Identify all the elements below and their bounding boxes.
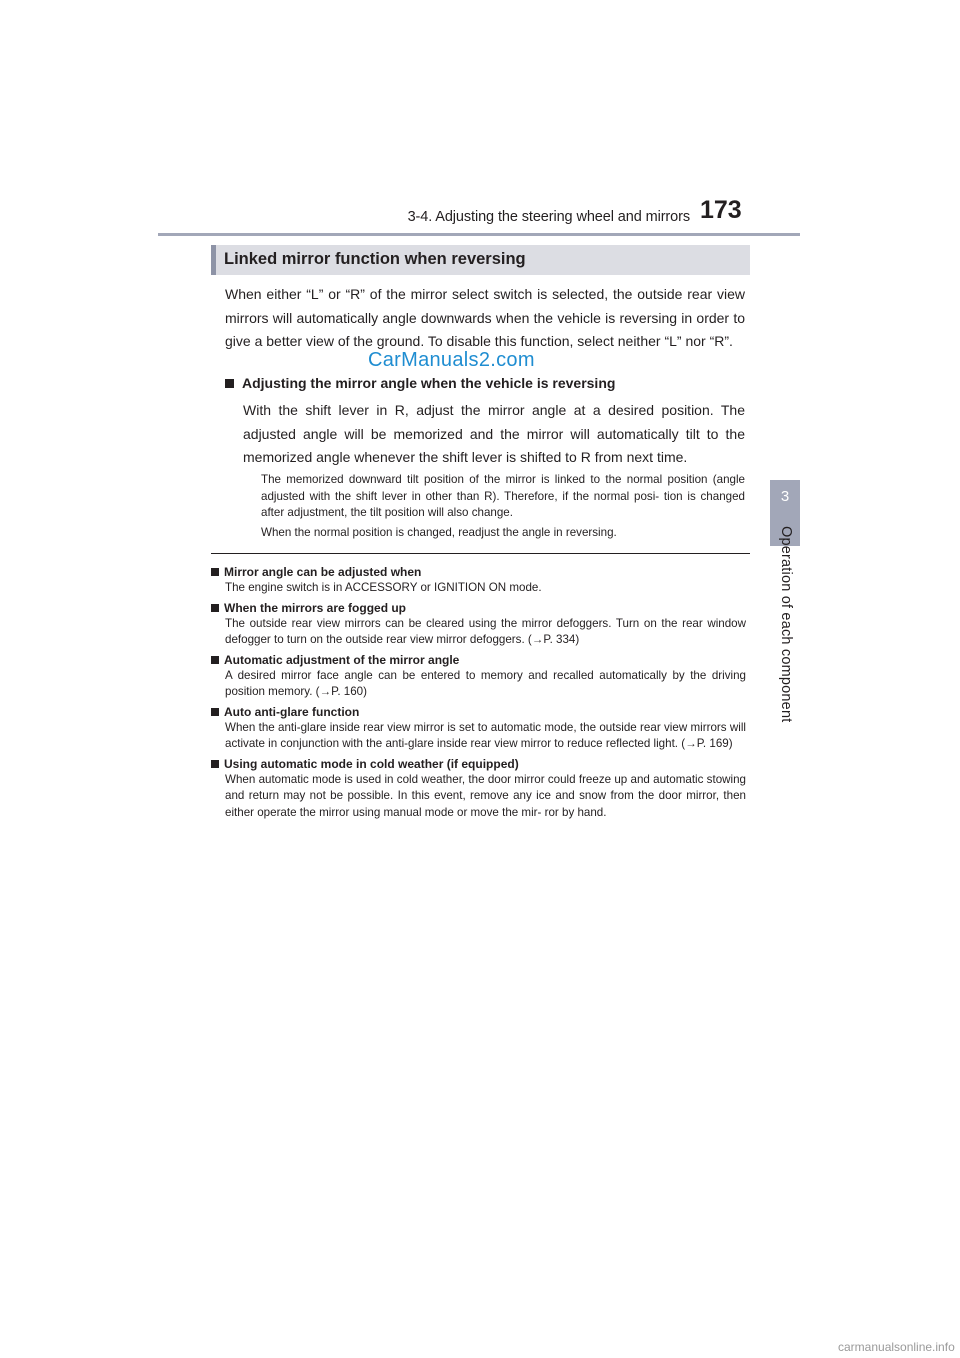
readjust-note: When the normal position is changed, readjust the angle in reversing. [261, 526, 617, 539]
chapter-number: 3 [780, 488, 790, 505]
square-bullet-icon [211, 708, 219, 716]
page-number: 173 [700, 196, 742, 224]
square-bullet-icon [211, 656, 219, 664]
section-divider [211, 553, 750, 554]
section-stripe [211, 245, 216, 275]
note-heading: Automatic adjustment of the mirror angle [211, 652, 746, 668]
note-item [211, 600, 746, 649]
note-heading: Auto anti-glare function [211, 704, 746, 720]
chapter-title: Operation of each component [778, 526, 794, 723]
note-heading: Using automatic mode in cold weather (if equipped) [211, 756, 746, 772]
note-body: When automatic mode is used in cold weather, the door mirror could freeze up and automatic stowing and return may not be possible. In this event, remove any ice and snow from the door mirror, then either operate the mirror using manual mode or move the mir- ror by hand. [225, 772, 746, 819]
section-title-bar [211, 245, 750, 275]
tilt-note: The memorized downward tilt position of the mirror is linked to the normal position (angle adjusted with the shift lever in other than R). Therefore, if the normal posi- tion is changed after adjustment, the tilt position will also change. [261, 473, 745, 519]
square-bullet-icon [211, 568, 219, 576]
note-heading: When the mirrors are fogged up [211, 600, 746, 616]
note-item [211, 704, 746, 753]
note-body: A desired mirror face angle can be entered to memory and recalled automatically by the driving position memory. (→P. 160) [225, 668, 746, 698]
square-bullet-icon [225, 379, 234, 388]
sub-paragraph: With the shift lever in R, adjust the mirror angle at a desired position. The adjusted angle will be memorized and the mirror will automatically tilt to the memorized angle whenever the shift lever is shifted to R from next time. [243, 402, 745, 465]
square-bullet-icon [211, 604, 219, 612]
header-rule [158, 233, 800, 236]
section-title: Linked mirror function when reversing [224, 250, 526, 268]
running-header: 3-4. Adjusting the steering wheel and mirrors [407, 209, 690, 225]
note-item [211, 756, 746, 822]
note-body: When the anti-glare inside rear view mirror is set to automatic mode, the outside rear view mirrors will activate in conjunction with the anti-glare inside rear view mirror to reduce reflected light. (→P. 169) [225, 720, 746, 750]
note-item [211, 564, 746, 597]
note-body: The outside rear view mirrors can be cleared using the mirror defoggers. Turn on the rear window defogger to turn on the outside rear view mirror defoggers. (→P. 334) [225, 616, 746, 646]
footer-watermark: carmanualsonline.info [838, 1340, 955, 1354]
notes-list [211, 564, 746, 824]
note-heading: Mirror angle can be adjusted when [211, 564, 746, 580]
section-paragraph: When either “L” or “R” of the mirror select switch is selected, the outside rear view mirrors will automatically angle downwards when the vehicle is reversing in order to give a better view of the ground. To disable this function, select neither “L” nor “R”. [225, 286, 745, 349]
watermark: CarManuals2.com [368, 349, 535, 371]
note-item [211, 652, 746, 701]
subheading [225, 375, 615, 391]
subheading-text: Adjusting the mirror angle when the vehicle is reversing [242, 375, 616, 391]
square-bullet-icon [211, 760, 219, 768]
note-body: The engine switch is in ACCESSORY or IGNITION ON mode. [225, 581, 542, 594]
